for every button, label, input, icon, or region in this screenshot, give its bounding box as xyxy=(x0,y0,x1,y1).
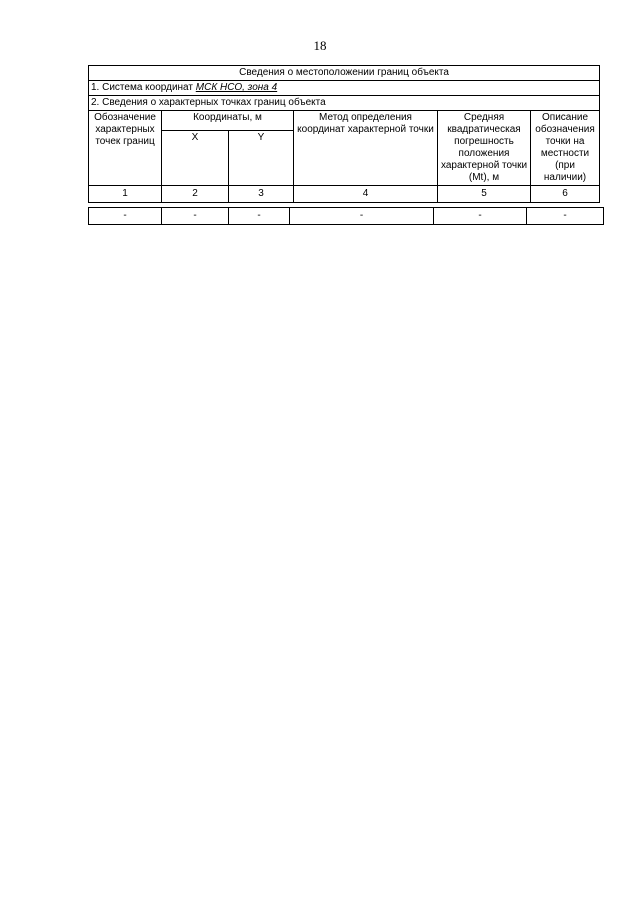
column-number: 5 xyxy=(438,186,531,203)
column-number: 4 xyxy=(294,186,438,203)
table-cell: - xyxy=(229,208,290,225)
column-number: 3 xyxy=(229,186,294,203)
header-coordinates: Координаты, м xyxy=(162,111,294,131)
points-section-heading: 2. Сведения о характерных точках границ объекта xyxy=(89,96,600,111)
header-point-designation: Обозначение характерных точек границ xyxy=(89,111,162,186)
column-number: 6 xyxy=(531,186,600,203)
coordinate-system-value: МСК НСО, зона 4 xyxy=(195,82,278,93)
header-rms-error: Средняя квадратическая погрешность положения характерной точки (Mt), м xyxy=(438,111,531,186)
header-x: X xyxy=(162,131,229,186)
table-cell: - xyxy=(434,208,527,225)
table-row xyxy=(89,208,604,225)
column-number: 2 xyxy=(162,186,229,203)
coordinate-system-row xyxy=(89,81,600,96)
header-y: Y xyxy=(229,131,294,186)
page-number: 18 xyxy=(313,38,327,53)
table-title: Сведения о местоположении границ объекта xyxy=(89,66,600,81)
coordinate-system-label: 1. Система координат xyxy=(91,82,196,93)
points-data-table xyxy=(88,207,604,225)
boundary-table xyxy=(88,65,600,203)
header-method: Метод определения координат характерной точки xyxy=(294,111,438,186)
column-number: 1 xyxy=(89,186,162,203)
table-cell: - xyxy=(89,208,162,225)
table-cell: - xyxy=(290,208,434,225)
table-cell: - xyxy=(162,208,229,225)
table-cell: - xyxy=(527,208,604,225)
header-description: Описание обозначения точки на местности (при наличии) xyxy=(531,111,600,186)
